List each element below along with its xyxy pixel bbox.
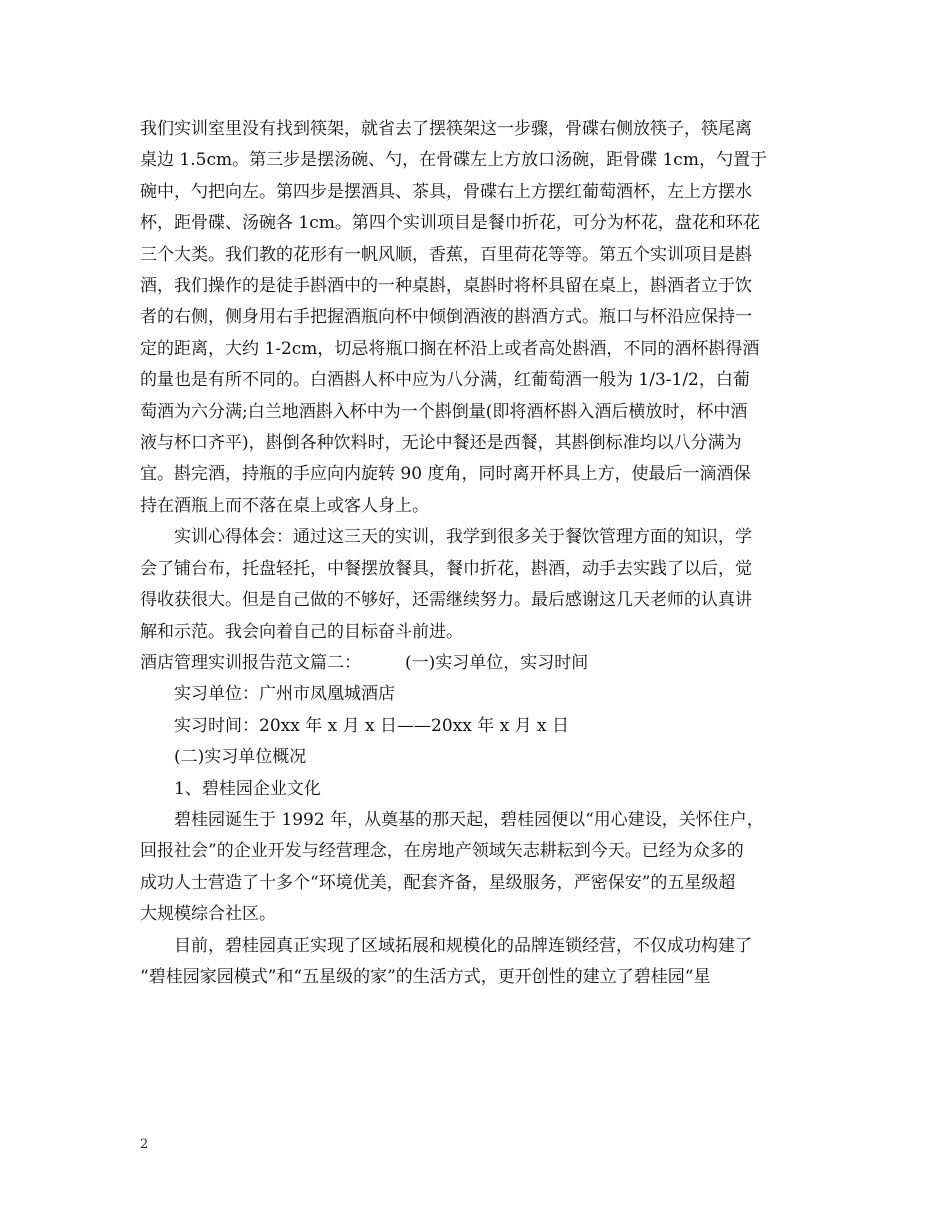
text-line: 会了铺台布，托盘轻托，中餐摆放餐具，餐巾折花，斟酒，动手去实践了以后，觉 bbox=[140, 558, 752, 579]
text-line: 得收获很大。但是自己做的不够好，还需继续努力。最后感谢这几天老师的认真讲 bbox=[140, 590, 752, 611]
text-line: (二)实习单位概况 bbox=[174, 747, 307, 768]
section-title bbox=[140, 648, 820, 679]
text-line: 的量也是有所不同的。白酒斟人杯中应为八分满，红葡萄酒一般为 1/3-1/2，白葡 bbox=[140, 370, 750, 391]
text-line: “碧桂园家园模式”和“五星级的家”的生活方式，更开创性的建立了碧桂园“星 bbox=[140, 966, 711, 987]
document-body bbox=[140, 114, 820, 993]
paragraph-reflection bbox=[140, 522, 820, 648]
text-line: 定的距离，大约 1-2cm，切忌将瓶口搁在杯沿上或者高处斟酒，不同的酒杯斟得酒 bbox=[140, 338, 760, 359]
text-line: 回报社会”的企业开发与经营理念，在房地产领域矢志耕耘到今天。已经为众多的 bbox=[140, 841, 744, 862]
text-line: 三个大类。我们教的花形有一帆风顺，香蕉，百里荷花等等。第五个实训项目是斟 bbox=[140, 244, 752, 265]
text-line: 解和示范。我会向着自己的目标奋斗前进。 bbox=[140, 621, 463, 642]
text-line: 实习时间：20xx 年 x 月 x 日——20xx 年 x 月 x 日 bbox=[174, 715, 570, 736]
title-gap bbox=[361, 648, 405, 679]
text-line: 持在酒瓶上而不落在桌上或客人身上。 bbox=[140, 495, 429, 516]
text-line: 大规模综合社区。 bbox=[140, 904, 276, 925]
text-line: 成功人士营造了十多个“环境优美，配套齐备，星级服务，严密保安”的五星级超 bbox=[140, 872, 736, 893]
text-line: 实训心得体会：通过这三天的实训，我学到很多关于餐饮管理方面的知识，学 bbox=[174, 527, 752, 548]
text-line: 碗中，勺把向左。第四步是摆酒具、茶具，骨碟右上方摆红葡萄酒杯，左上方摆水 bbox=[140, 181, 752, 202]
text-line: 液与杯口齐平)，斟倒各种饮料时，无论中餐还是西餐，其斟倒标准均以八分满为 bbox=[140, 433, 742, 454]
internship-unit bbox=[140, 679, 820, 710]
text-line: 桌边 1.5cm。第三步是摆汤碗、勺，在骨碟左上方放口汤碗，距骨碟 1cm，勺置于 bbox=[140, 150, 767, 171]
text-line: 目前，碧桂园真正实现了区域拓展和规模化的品牌连锁经营，不仅成功构建了 bbox=[174, 935, 752, 956]
text-line: 者的右侧，侧身用右手把握酒瓶向杯中倾倒酒液的斟酒方式。瓶口与杯沿应保持一 bbox=[140, 307, 752, 328]
section-title-right: (一)实习单位，实习时间 bbox=[405, 652, 589, 673]
text-line: 1、碧桂园企业文化 bbox=[174, 778, 321, 799]
text-line: 碧桂园诞生于 1992 年，从奠基的那天起，碧桂园便以“用心建设，关怀住户， bbox=[174, 809, 764, 830]
page-number: 2 bbox=[140, 1137, 149, 1152]
internship-time bbox=[140, 711, 820, 742]
text-line: 我们实训室里没有找到筷架，就省去了摆筷架这一步骤，骨碟右侧放筷子，筷尾离 bbox=[140, 119, 752, 139]
paragraph-company-current bbox=[140, 931, 820, 994]
subsection-heading-culture bbox=[140, 774, 820, 805]
text-line: 酒，我们操作的是徒手斟酒中的一种桌斟，桌斟时将杯具留在桌上，斟酒者立于饮 bbox=[140, 276, 752, 297]
paragraph-table-setting bbox=[140, 114, 820, 522]
text-line: 萄酒为六分满;白兰地酒斟入杯中为一个斟倒量(即将酒杯斟入酒后横放时，杯中酒 bbox=[140, 401, 748, 422]
subsection-heading-overview bbox=[140, 742, 820, 773]
text-line: 杯，距骨碟、汤碗各 1cm。第四个实训项目是餐巾折花，可分为杯花，盘花和环花 bbox=[140, 213, 760, 234]
paragraph-company-history bbox=[140, 805, 820, 931]
text-line: 宜。斟完酒，持瓶的手应向内旋转 90 度角，同时离开杯具上方，使最后一滴酒保 bbox=[140, 464, 751, 485]
section-title-left: 酒店管理实训报告范文篇二： bbox=[140, 652, 361, 673]
text-line: 实习单位：广州市凤凰城酒店 bbox=[174, 684, 395, 705]
